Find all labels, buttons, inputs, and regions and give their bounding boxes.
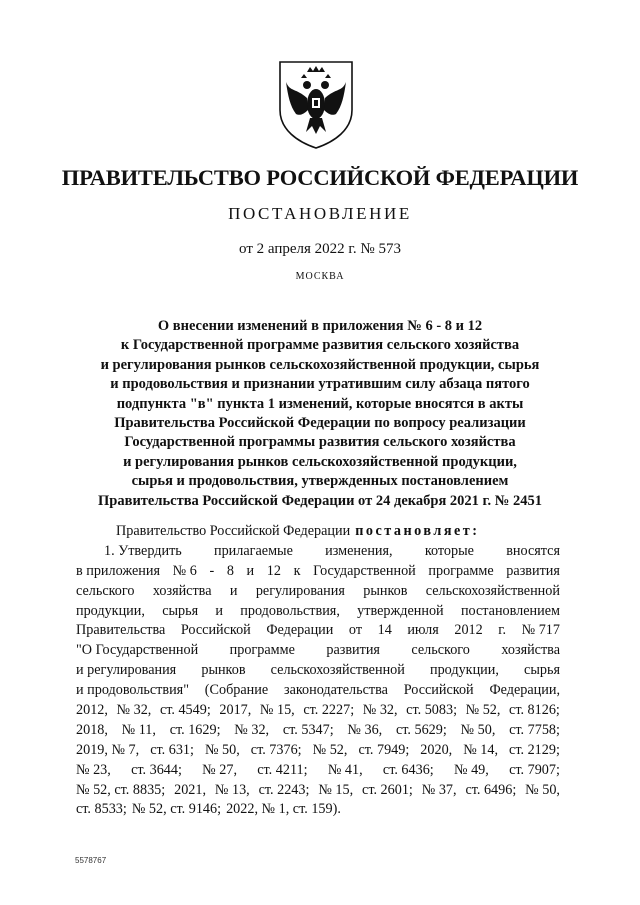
paragraph-word: программе	[428, 562, 494, 579]
paragraph-word: № 52, ст. 9146;	[131, 801, 222, 818]
paragraph-word: ст. 4549;	[159, 702, 211, 719]
paragraph-word: сельскохозяйственной	[270, 662, 405, 679]
subject-line: Правительства Российской Федерации по вопросу реализации	[114, 415, 526, 432]
paragraph-word: к	[293, 562, 301, 579]
paragraph-word: ст. 8533;	[76, 801, 127, 818]
paragraph-word: сырья	[162, 602, 199, 619]
paragraph-word: (Собрание	[204, 682, 269, 699]
paragraph-word: ст. 5629;	[395, 721, 447, 738]
paragraph-word: № 23,	[76, 761, 111, 778]
paragraph-word: № 41,	[327, 761, 363, 778]
paragraph-word: сельского	[411, 642, 470, 659]
paragraph-word: 14	[377, 622, 392, 639]
document-date-number: от 2 апреля 2022 г. № 573	[239, 241, 401, 257]
paragraph-word: в приложения	[76, 562, 160, 579]
decree-intro-line	[76, 522, 560, 542]
subject-line: и регулирования рынков сельскохозяйственной продукции,	[123, 453, 517, 470]
paragraph-word: № 15,	[318, 781, 354, 798]
decree-intro: Правительство Российской Федерации	[116, 523, 351, 539]
paragraph-word: Российской	[403, 682, 474, 699]
paragraph-word: постановлением	[460, 602, 560, 619]
paragraph-word: 2022, № 1, ст. 159).	[226, 801, 341, 818]
paragraph-word: программе	[229, 642, 295, 659]
paragraph-word: № 32,	[234, 721, 270, 738]
paragraph-word: № 32,	[362, 702, 398, 719]
paragraph-word: законодательства	[283, 682, 388, 699]
paragraph-word: № 36,	[347, 721, 383, 738]
paragraph-word: г.	[498, 622, 507, 639]
paragraph-word: 2012,	[76, 702, 108, 719]
paragraph-word: ст. 8126;	[509, 702, 560, 719]
document-code: 5578767	[75, 856, 107, 865]
paragraph-word: ст. 1629;	[169, 721, 221, 738]
paragraph-word: № 49,	[454, 761, 489, 778]
paragraph-word: ст. 7376;	[250, 741, 302, 758]
document-type: ПОСТАНОВЛЕНИЕ	[228, 204, 412, 223]
paragraph-line	[76, 602, 560, 622]
subject-line: Правительства Российской Федерации от 24 декабря 2021 г. № 2451	[98, 492, 542, 509]
paragraph-word: хозяйства	[501, 642, 560, 659]
subject-line: сырья и продовольствия, утвержденных постановлением	[131, 473, 509, 490]
paragraph-word: № 14,	[463, 741, 499, 758]
paragraph-word: ст. 2243;	[258, 781, 310, 798]
paragraph-word: № 52,	[312, 741, 348, 758]
paragraph-word: № 11,	[121, 721, 156, 738]
paragraph-word: изменения,	[325, 542, 393, 559]
paragraph-word: ст. 3644;	[131, 761, 182, 778]
paragraph-word: Федерации,	[489, 682, 560, 699]
paragraph-word: № 50,	[204, 741, 240, 758]
paragraph-word: 2019, № 7,	[76, 741, 140, 758]
paragraph-word: развития	[506, 562, 560, 579]
decree-subject	[60, 317, 580, 511]
paragraph-word: Федерации	[266, 622, 334, 639]
paragraph-word: "О Государственной	[76, 642, 199, 659]
paragraph-line	[76, 701, 560, 721]
document-city: МОСКВА	[295, 271, 345, 282]
subject-line: О внесении изменений в приложения № 6 - 8 и 12	[157, 318, 483, 334]
paragraph-word: и продовольствия"	[76, 682, 189, 699]
paragraph-word: № 37,	[421, 781, 457, 798]
paragraph-word: рынков	[201, 662, 246, 679]
subject-line: Государственной программы развития сельского хозяйства	[124, 434, 516, 451]
paragraph-word: ст. 5083;	[406, 702, 458, 719]
paragraph-word: № 717	[521, 622, 560, 639]
paragraph-line	[76, 781, 560, 801]
paragraph-word: 2017,	[219, 702, 252, 719]
paragraph-line	[76, 800, 560, 820]
paragraph-word: ст. 7758;	[509, 721, 560, 738]
paragraph-word: 1. Утвердить	[104, 542, 182, 559]
paragraph-word: продукции,	[430, 662, 499, 679]
paragraph-word: 2021,	[174, 781, 207, 798]
paragraph-word: регулирования	[255, 582, 345, 599]
paragraph-line	[76, 721, 560, 741]
paragraph-line	[76, 741, 560, 761]
paragraph-word: ст. 631;	[150, 741, 194, 758]
paragraph-line	[76, 641, 560, 661]
paragraph-word: № 27,	[202, 761, 237, 778]
paragraph-word: Российской	[180, 622, 251, 639]
paragraph-word: ст. 4211;	[257, 761, 308, 778]
paragraph-word: ст. 5347;	[282, 721, 334, 738]
subject-line: к Государственной программе развития сельского хозяйства	[120, 337, 520, 354]
paragraph-word: № 13,	[214, 781, 250, 798]
paragraph-word: сельскохозяйственной	[425, 582, 560, 599]
paragraph-word: № 52,	[465, 702, 501, 719]
paragraph-word: от	[348, 622, 363, 639]
paragraph-line	[76, 542, 560, 562]
paragraph-word: рынков	[363, 582, 408, 599]
paragraph-word: № 50,	[525, 781, 560, 798]
paragraph-word: № 6	[172, 562, 197, 579]
paragraph-word: сырья	[524, 662, 560, 679]
paragraph-word: июля	[407, 622, 439, 639]
paragraph-word: № 50,	[460, 721, 496, 738]
subject-line: и регулирования рынков сельскохозяйственной продукции, сырья	[100, 356, 540, 373]
paragraph-word: № 52, ст. 8835;	[76, 781, 166, 798]
paragraph-word: и регулирования	[76, 662, 177, 679]
coat-of-arms-emblem	[274, 58, 358, 150]
decree-body	[76, 522, 560, 820]
paragraph-word: ст. 2129;	[509, 741, 560, 758]
decree-keyword: постановляет:	[355, 523, 480, 539]
paragraph-line	[76, 761, 560, 781]
paragraph-word: продовольствия,	[240, 602, 340, 619]
paragraph-word: которые	[424, 542, 474, 559]
paragraph-word: ст. 7949;	[358, 741, 410, 758]
paragraph-word: ст. 2227;	[303, 702, 355, 719]
paragraph-word: сельского	[76, 582, 135, 599]
paragraph-word: -	[209, 562, 215, 579]
subject-line: и продовольствия и признании утратившим силу абзаца пятого	[110, 376, 530, 393]
paragraph-word: прилагаемые	[214, 542, 293, 559]
paragraph-word: 2018,	[76, 721, 108, 738]
paragraph-word: продукции,	[76, 602, 145, 619]
subject-line: подпункта "в" пункта 1 изменений, которые вносятся в акты	[116, 395, 524, 412]
paragraph-word: утвержденной	[357, 602, 444, 619]
paragraph-word: ст. 7907;	[509, 761, 560, 778]
paragraph-word: и	[229, 582, 238, 599]
paragraph-word: развития	[326, 642, 380, 659]
paragraph-word: Правительства	[76, 622, 166, 639]
paragraph-word: ст. 6436;	[382, 761, 434, 778]
russian-coat-of-arms-icon	[274, 58, 358, 150]
paragraph-line	[76, 621, 560, 641]
paragraph-word: ст. 2601;	[362, 781, 413, 798]
paragraph-word: и	[246, 562, 255, 579]
paragraph-line	[76, 681, 560, 701]
paragraph-line	[76, 562, 560, 582]
paragraph-word: хозяйства	[152, 582, 212, 599]
paragraph-word: № 32,	[116, 702, 152, 719]
paragraph-word: вносятся	[506, 542, 560, 559]
paragraph-word: 12	[266, 562, 281, 579]
government-title: ПРАВИТЕЛЬСТВО РОССИЙСКОЙ ФЕДЕРАЦИИ	[61, 165, 579, 190]
paragraph-word: 2012	[454, 622, 483, 639]
paragraph-word: № 15,	[259, 702, 295, 719]
paragraph-word: и	[215, 602, 223, 619]
paragraph-word: 8	[226, 562, 234, 579]
paragraph-word: Государственной	[313, 562, 416, 579]
paragraph-word: ст. 6496;	[465, 781, 517, 798]
paragraph-line	[76, 661, 560, 681]
paragraph-line	[76, 582, 560, 602]
paragraph-word: 2020,	[420, 741, 453, 758]
